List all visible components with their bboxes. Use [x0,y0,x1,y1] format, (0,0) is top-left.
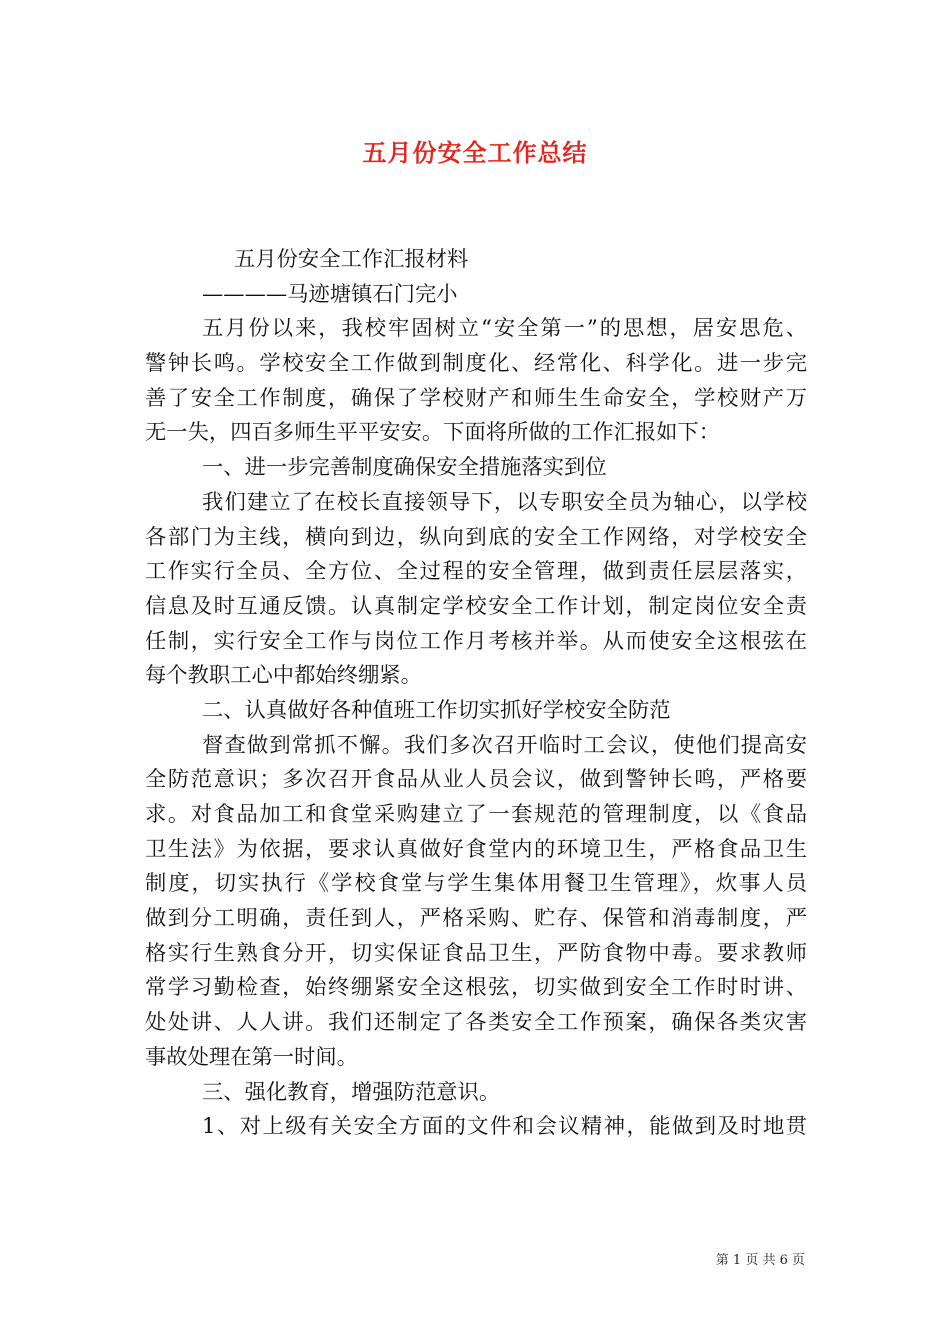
paragraph-line: 求。对食品加工和食堂采购建立了一套规范的管理制度，以《食品 [145,802,807,827]
paragraph-line: 制度，切实执行《学校食堂与学生集体用餐卫生管理》，炊事人员 [145,871,807,897]
paragraph-line: 善了安全工作制度，确保了学校财产和师生生命安全，学校财产万 [145,385,807,411]
paragraph-line: 工作实行全员、全方位、全过程的安全管理，做到责任层层落实， [145,559,807,585]
author-line: ————马迹塘镇石门完小 [202,281,458,307]
document-title: 五月份安全工作总结 [362,138,588,167]
paragraph-line: 事故处理在第一时间。 [145,1044,358,1070]
document-body [145,243,807,1145]
section-heading: 三、强化教育，增强防范意识。 [202,1079,501,1105]
paragraph-line: 做到分工明确，责任到人，严格采购、贮存、保管和消毒制度，严 [145,906,807,932]
paragraph-line: 各部门为主线，横向到边，纵向到底的安全工作网络，对学校安全 [145,524,807,550]
paragraph-line: 警钟长鸣。学校安全工作做到制度化、经常化、科学化。进一步完 [145,351,807,377]
paragraph-line: 督查做到常抓不懈。我们多次召开临时工会议，使他们提高安 [202,732,807,758]
paragraph-line: 无一失，四百多师生平平安安。下面将所做的工作汇报如下： [145,420,721,446]
page-number: 第 1 页 共 6 页 [715,1253,805,1268]
paragraph-line: 每个教职工心中都始终绷紧。 [145,663,422,689]
paragraph-line: 卫生法》为依据，要求认真做好食堂内的环境卫生，严格食品卫生 [145,836,807,862]
section-heading: 一、进一步完善制度确保安全措施落实到位 [202,455,607,481]
paragraph-line: 我们建立了在校长直接领导下，以专职安全员为轴心，以学校 [202,489,807,515]
paragraph-line: 处处讲、人人讲。我们还制定了各类安全工作预案，确保各类灾害 [145,1010,807,1036]
paragraph-line: 信息及时互通反馈。认真制定学校安全工作计划，制定岗位安全责 [145,593,807,619]
paragraph-line: 任制，实行安全工作与岗位工作月考核并举。从而使安全这根弦在 [145,628,807,654]
paragraph-line: 全防范意识；多次召开食品从业人员会议，做到警钟长鸣，严格要 [145,767,807,793]
paragraph-line: 常学习勤检查，始终绷紧安全这根弦，切实做到安全工作时时讲、 [145,975,807,1001]
paragraph-line: 五月份以来，我校牢固树立“安全第一”的思想，居安思危、 [202,316,807,342]
paragraph-line: 1、对上级有关安全方面的文件和会议精神，能做到及时地贯 [202,1114,807,1140]
subtitle-line: 五月份安全工作汇报材料 [234,247,469,272]
paragraph-line: 格实行生熟食分开，切实保证食品卫生，严防食物中毒。要求教师 [145,940,807,966]
section-heading: 二、认真做好各种值班工作切实抓好学校安全防范 [202,697,671,723]
